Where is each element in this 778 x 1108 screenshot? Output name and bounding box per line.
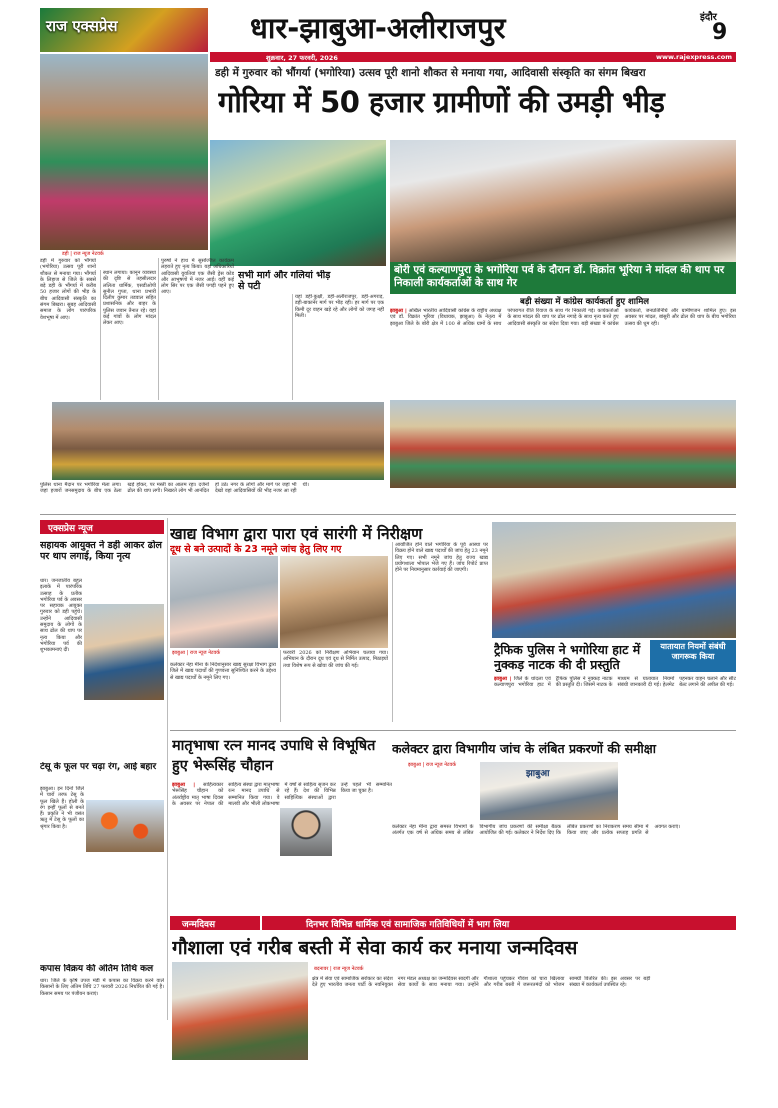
- dahi-festival-photo: [40, 54, 208, 250]
- story7-label: [170, 916, 260, 930]
- brief3-headline: कपास विक्रय की अंतिम तिथि कल: [40, 964, 154, 974]
- divider-left-col: [167, 518, 168, 1020]
- nukkad-natak-photo: [492, 522, 736, 638]
- story2-headline-bar: [390, 262, 736, 294]
- story3-headline: खाद्य विभाग द्वारा पारा एवं सारंगी में निरीक्षण: [170, 525, 423, 543]
- date-strip: [210, 52, 736, 62]
- story4-body: [494, 676, 736, 722]
- story5-body-text: साहित्यकार भेरूसिंह चौहान को अंतर्राष्ट्रीय मातृ भाषा दिवस के अवसर पर नेपाल की साहित्य संस्था द्वारा मातृभाषा रत्न मानद उपाधि से सम्मानित किया गया। वे मालवी और भीली लोकभाषा में वर्षों से साहित्य सृजन कर रहे हैं। देश की विभिन्न साहित्यिक संस्थाओं द्वारा उन्हें पहले भी सम्मानित किया जा चुका है।: [172, 782, 392, 807]
- story6-body: कलेक्टर नेहा मीना द्वारा समस्त विभागों के अंतर्गत एक वर्ष से अधिक समय से लंबित विभागीय जांच प्रकरणों की समीक्षा बैठक आयोजित की गई। कलेक्टर ने निर्देश दिए कि लंबित प्रकरणों का निराकरण समय सीमा में किया जाए और प्रत्येक सप्ताह प्रगति से अवगत कराएं।: [392, 824, 681, 837]
- officer-dance-photo: [84, 604, 164, 700]
- story3-body-col3: आयोजित होने वाले भगोरिया के पूर्व आस्था पर विक्रय होने वाले खाद्य पदार्थों की जांच हेतु 23 नमूने लिए गए। सभी नमूने जांच हेतु राज्य खाद्य प्रयोगशाला भोपाल भेजे गए हैं। जांच रिपोर्ट प्राप्त होने पर नियमानुसार कार्रवाई की जाएगी।: [392, 542, 488, 722]
- story1-body-col2: स्थान लगाया। कानून व्यवस्था की दृष्टि से तहसीलदार ललिता धार्मिक, एसडीओपी सुनील गुप्ता, थाना प्रभारी दिलीप कुमार तडवाल सहित प्रशासनिक और बाहर के पुलिस जवान तैनात रहे। यहां कई गांवों के लोग मांदल लेकर आए।: [100, 270, 156, 400]
- story7-body: क्षेत्र में सेवा एवं सामाजिक सरोकार का संदेश देते हुए भारतीय जनता पार्टी के नवनियुक्त नगर मंडल अध्यक्ष का जन्मदिवस सादगी और सेवा कार्यों के साथ मनाया गया। उन्होंने गौशाला पहुंचकर गौवंश को चारा खिलाया और गरीब बस्ती में जरूरतमंदों को भोजन सामग्री वितरित की। इस अवसर पर बड़ी संख्या में कार्यकर्ता उपस्थित रहे।: [312, 976, 651, 989]
- mela-crowd-photo: [52, 402, 384, 480]
- food-inspection-photo-2: [280, 556, 388, 648]
- story3-subhead: दूध से बने उत्पादों के 23 नमूने जांच हेतु लिए गए: [170, 544, 342, 555]
- story1-headline: गोरिया में 50 हजार ग्रामीणों की उमड़ी भीड़: [218, 85, 665, 119]
- crowd-closeup-photo: [390, 140, 736, 262]
- brief3-body: धार। जिले के कृषि उपज मंडी में कपास का विक्रय करने वाले किसानों के लिए अंतिम तिथि 27 फरवरी 2026 निर्धारित की गई है। किसान समय पर पंजीयन कराएं।: [40, 978, 164, 997]
- section-label-text: एक्सप्रेस न्यूज: [48, 524, 93, 534]
- story1-photo-caption: डही | राज न्यूज नेटवर्क: [62, 251, 104, 257]
- story3-body-col1: कलेक्टर नेहा मीना के निर्देशानुसार खाद्य सुरक्षा विभाग द्वारा जिले में खाद्य पदार्थों की गुणवत्ता सुनिश्चित करने के उद्देश्य से खाद्य पदार्थों के नमूने लिए गए।: [170, 662, 276, 681]
- section-label: [40, 520, 164, 534]
- story2-subhead: बड़ी संख्या में कांग्रेस कार्यकर्ता हुए शामिल: [520, 297, 650, 307]
- masthead-logo: [40, 8, 208, 52]
- story1-body-col4: यहां डही-कुक्षी, डही-अलीराजपुर, डही-अगराड़, डही-बाकानेर मार्ग पर भीड़ रही। हर मार्ग पर एक किमी दूर वाहन खड़े रहे और लोगों को जगह नहीं मिली।: [292, 294, 384, 400]
- story6-headline: कलेक्टर द्वारा विभागीय जांच के लंबित प्रकरणों की समीक्षा: [392, 741, 656, 756]
- website-link[interactable]: www.rajexpress.com: [655, 53, 732, 61]
- story1-kicker: डही में गुरुवार को भौंगर्या (भगोरिया) उत्सव पूरी शानो शौकत से मनाया गया, आदिवासी संस्कृति का संगम बिखरा: [215, 67, 646, 79]
- food-inspection-photo-1: [170, 556, 278, 648]
- bherusingh-portrait-photo: [280, 808, 332, 856]
- story3-caption: झाबुआ | राज न्यूज नेटवर्क: [172, 650, 221, 656]
- review-meeting-photo: [480, 762, 618, 820]
- brief2-headline: टेसू के फूल पर चढ़ा रंग, आई बहार: [40, 762, 157, 772]
- story1-body-col1: डही में गुरुवार को भौंगर्या (भगोरिया) उत्सव पूरी शानो शौकत से मनाया गया। भौंगर्या के लिहाज से जिले के सबसे बड़े डही के भौंगर्या में करीब 50 हजार लोगों की भीड़ के बीच आदिवासी संस्कृति का संगम बिखरा। सुबह आदिवासी समाज के लोग पारंपरिक वेशभूषा में आए।: [40, 258, 96, 321]
- story6-caption: झाबुआ | राज न्यूज नेटवर्क: [408, 762, 457, 768]
- issue-date: शुक्रवार, 27 फरवरी, 2026: [266, 54, 338, 62]
- story7-kicker: दिनभर विभिन्न धार्मिक एवं सामाजिक गतिविधियों में भाग लिया: [306, 920, 510, 930]
- brief1-headline: सहायक आयुक्त ने डही आकर ढोल पर थाप लगाई, किया नृत्य: [40, 540, 162, 562]
- story7-headline: गौशाला एवं गरीब बस्ती में सेवा कार्य कर मनाया जन्मदिवस: [172, 937, 578, 959]
- tesu-flowers-photo: [86, 800, 164, 852]
- gaushala-photo: [172, 962, 308, 1060]
- story7-kicker-bar: [262, 916, 736, 930]
- page-number: 9: [712, 20, 728, 45]
- story7-label-text: जन्मदिवस: [182, 920, 216, 930]
- story3-body-col2: फरवरी 2026 को निरीक्षण अभियान चलाया गया। अभियान के दौरान दूध एवं दूध से निर्मित उत्पाद, मिठाइयों तथा विशेष रूप से खोवा की जांच की गई।: [280, 650, 388, 722]
- story4-body-text: जिले के थांदला एवं कल्याणपुरा भगोरिया हाट में ट्रैफिक पुलिस ने नुक्कड़ नाटक की प्रस्तुति दी। जिसमें नाटक के माध्यम से यातायात नियमों संबंधी जानकारी दी गई। हेलमेट पहनकर वाहन चलाने और सीट बेल्ट लगाने की अपील की गई।: [494, 676, 736, 689]
- divider-top: [40, 514, 736, 515]
- story1-subhead: सभी मार्ग और गलियां भीड़ से पटी: [238, 270, 331, 292]
- story4-dateline: झाबुआ |: [494, 676, 512, 682]
- story4-sidebar: [650, 640, 736, 672]
- story2-body-text: अखिल भारतीय आदिवासी कांग्रेस के राष्ट्रीय अध्यक्ष एवं डॉ. विक्रांत भूरिया (विधायक, झाबुआ) के नेतृत्व में झाबुआ जिले के बोरी क्षेत्र में 100 से अधिक ग्रामों के साथ परंपरागत रीति रिवाज के साथ गेर निकाली गई। कार्यकर्ताओं के साथ मांदल की थाप पर ढोल नगाड़े के साथ नृत्य करते हुए आदिवासी संस्कृति का संदेश दिया गया। बड़ी संख्या में कांग्रेस कार्यकर्ता, जनप्रतिनिधि और ग्रामीणजन शामिल हुए। इस अवसर पर मांदल, बांसुरी और ढोल की थाप के बीच भगोरिया उत्सव की धूम रही।: [390, 308, 736, 327]
- story5-headline: मातृभाषा रत्न मानद उपाधि से विभूषित हुए भेरूसिंह चौहान: [172, 738, 376, 774]
- story1-body-col3: पुरुषों ने हाथ में सुसज्जित कार्यक्रम लहराते हुए नृत्य किया। यहां अधिकारियों आदिवासी युवतियां एक जैसी ड्रेस कोड और आभूषणों में नजर आईं। वहीं कई लोग सिर पर एक जैसी पगड़ी पहने हुए आए।: [158, 258, 234, 400]
- story2-headline: बोरी एवं कल्याणपुरा के भगोरिया पर्व के दौरान डॉ. विक्रांत भूरिया ने मांदल की थाप पर निकाली कार्यकर्ताओं के साथ गेर: [394, 264, 725, 289]
- logo-text: राज एक्सप्रेस: [46, 17, 118, 35]
- brief1-body: धार। जनजातीय बहुल इलाके में पारंपरिक उत्साह के प्रतीक भगोरिया पर्व के अवसर पर सहायक आयुक्त गुरुवार को डही पहुंचे। उन्होंने आदिवासी समुदाय के लोगों के साथ ढोल की थाप पर नृत्य किया और भगोरिया पर्व की शुभकामनाएं दीं।: [40, 578, 82, 654]
- divider-mid: [170, 730, 736, 731]
- edition-city: इंदौर: [700, 12, 717, 23]
- brief2-body: झाबुआ। इन दिनों जिले में चारों तरफ टेसू के फूल खिले हैं। होली के रंग इन्हीं फूलों से बनते हैं। प्रकृति ने भी वसंत ऋतु में टेसू के फूलों का श्रृंगार किया है।: [40, 786, 84, 830]
- dancers-photo: [210, 140, 386, 266]
- story1-body-footer: पुलिस थाना मैदान पर भगोरिया मेला लगा। जहां हजारों जनसमुदाय के बीच एक ठेला खड़े होकर, पर मस्ती का आलम रहा। दर्जनों ढोल की थाप लगी। निखरते लोग भी आनंदित हो उठे। नगर के लोगों और मार्ग पर जहां भी देखो वहां आदिवासियों की भीड़ नजर आ रही थी।: [40, 482, 309, 495]
- story7-caption: बदनावर | राज न्यूज नेटवर्क: [314, 966, 364, 972]
- story2-dateline: झाबुआ |: [390, 308, 407, 314]
- story5-dateline: झाबुआ |: [172, 782, 196, 788]
- story4-sidebar-text: यातायात नियमों संबंधी जागरूक किया: [660, 642, 726, 661]
- page-title: धार-झाबुआ-अलीराजपुर: [250, 11, 506, 45]
- story2-body: [390, 308, 736, 400]
- meeting-board-text: झाबुआ: [526, 769, 550, 779]
- story4-headline: ट्रैफिक पुलिस ने भगोरिया हाट में नुक्कड़ नाटक की दी प्रस्तुति: [494, 642, 641, 672]
- ger-procession-photo: [390, 400, 736, 488]
